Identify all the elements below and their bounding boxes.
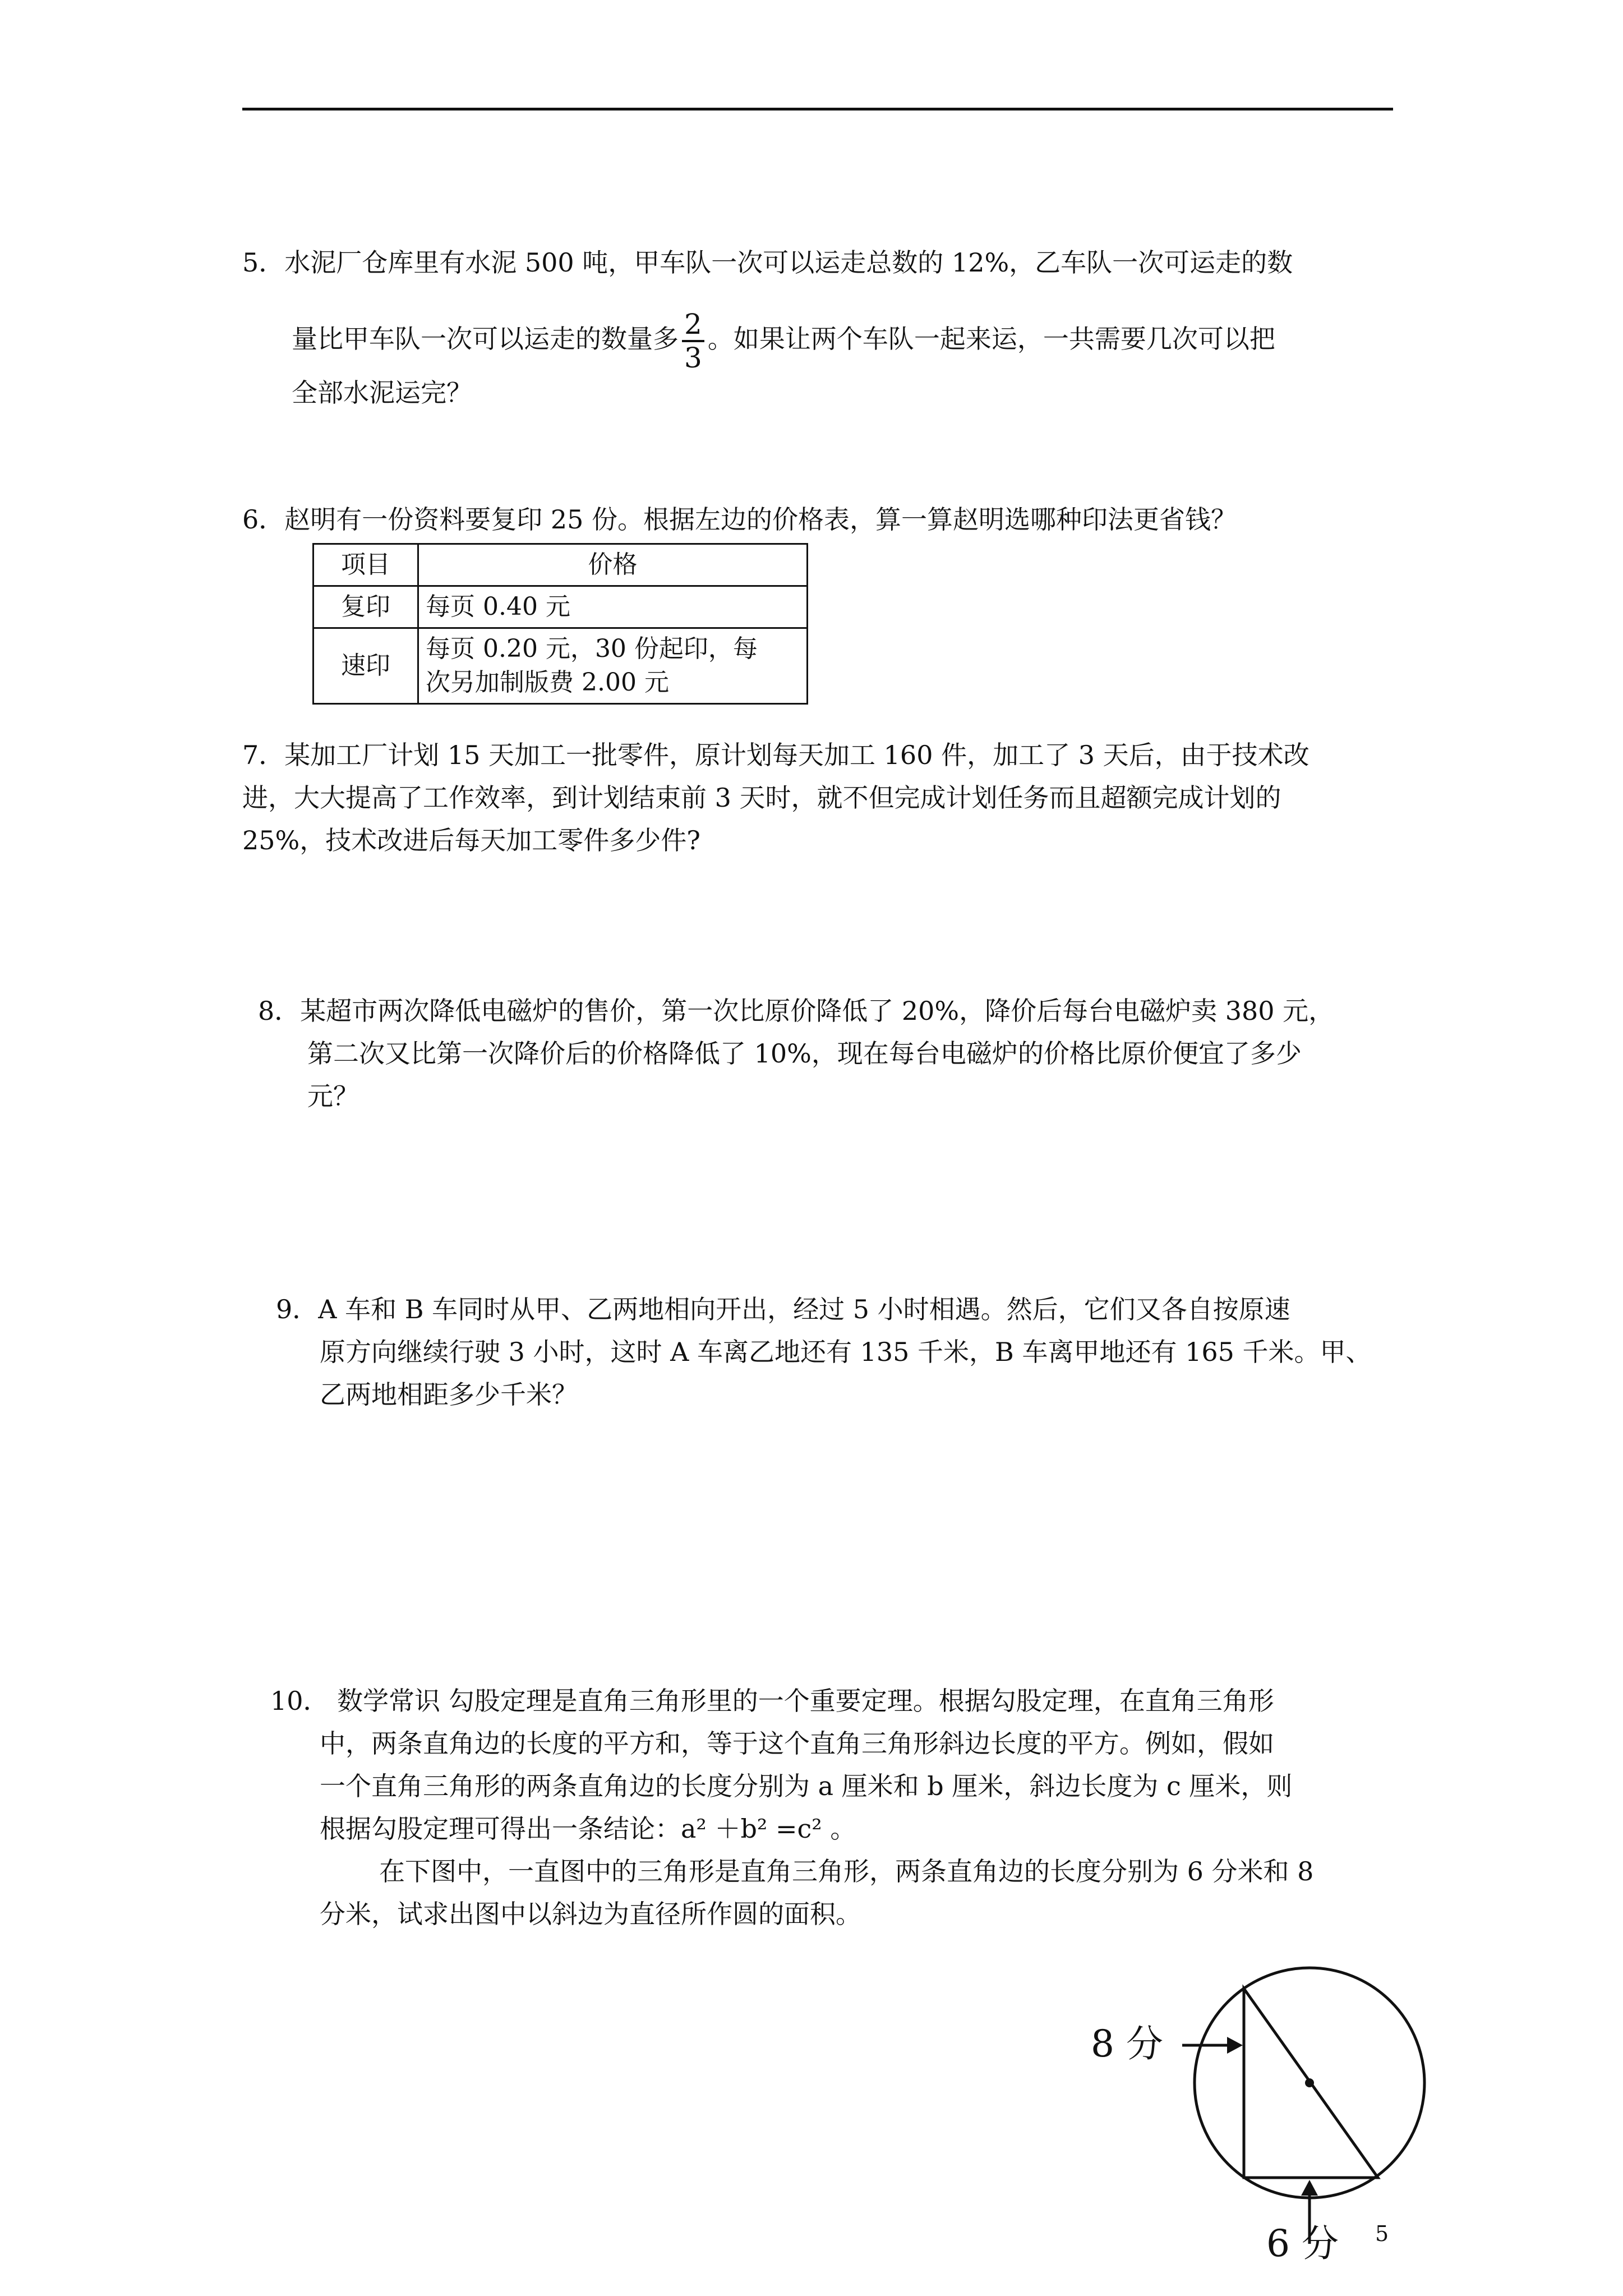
q9-line-1: 9．A 车和 B 车同时从甲、乙两地相向开出，经过 5 小时相遇。然后，它们又各自按原速	[276, 1294, 1290, 1324]
table-cell-price-speed-line-1: 每页 0.20 元，30 份起印，每	[426, 634, 758, 663]
fraction-denominator: 3	[682, 340, 704, 374]
q7-line-3: 25%，技术改进后每天加工零件多少件?	[242, 825, 700, 855]
q7-line-1: 7．某加工厂计划 15 天加工一批零件，原计划每天加工 160 件，加工了 3 天后，由于技术改	[242, 740, 1310, 770]
q10-line-2: 中，两条直角边的长度的平方和，等于这个直角三角形斜边长度的平方。例如，假如	[320, 1728, 1274, 1759]
label-6-fen: 6 分	[1266, 2222, 1339, 2265]
q8-line-3: 元？	[307, 1081, 359, 1111]
circle-center-dot	[1305, 2078, 1314, 2087]
q10-line-6: 分米，试求出图中以斜边为直径所作圆的面积。	[320, 1899, 861, 1929]
q5-line-2-after: 。如果让两个车队一起来运，一共需要几次可以把	[707, 324, 1275, 354]
q9-line-3: 乙两地相距多少千米？	[320, 1379, 578, 1410]
q10-line-5: 在下图中，一直图中的三角形是直角三角形，两条直角边的长度分别为 6 分米和 8	[379, 1856, 1314, 1887]
q10-line-3: 一个直角三角形的两条直角边的长度分别为 a 厘米和 b 厘米，斜边长度为 c 厘米，则	[320, 1771, 1293, 1801]
table-cell-price-speed-line-2: 次另加制版费 2.00 元	[426, 668, 669, 697]
q10-line-4: 根据勾股定理可得出一条结论：a² ＋b² =c² 。	[320, 1814, 856, 1844]
table-cell-price-copy: 每页 0.40 元	[418, 586, 808, 628]
q10-line-1: 10． 数学常识 勾股定理是直角三角形里的一个重要定理。根据勾股定理，在直角三角形	[270, 1686, 1274, 1716]
arrow-6-head	[1301, 2180, 1318, 2196]
q8-line-2: 第二次又比第一次降价后的价格降低了 10%，现在每台电磁炉的价格比原价便宜了多少	[307, 1038, 1302, 1069]
table-cell-item-speed: 速印	[313, 628, 418, 704]
table-header-item: 项目	[313, 544, 418, 586]
page-number: 5	[1375, 2221, 1389, 2246]
table-header-price: 价格	[418, 544, 808, 586]
q8-line-1: 8．某超市两次降低电磁炉的售价，第一次比原价降低了 20%，降价后每台电磁炉卖 380 元，	[258, 996, 1335, 1026]
q5-line-1: 5．水泥厂仓库里有水泥 500 吨，甲车队一次可以运走总数的 12%，乙车队一次可运走的数	[242, 247, 1293, 278]
arrow-8-head	[1227, 2037, 1243, 2054]
q9-line-2: 原方向继续行驶 3 小时，这时 A 车离乙地还有 135 千米，B 车离甲地还有 165 千米。甲、	[320, 1337, 1372, 1367]
q5-line-2-before: 量比甲车队一次可以运走的数量多	[292, 324, 679, 354]
q6-line-1: 6．赵明有一份资料要复印 25 份。根据左边的价格表，算一算赵明选哪种印法更省钱？	[242, 504, 1237, 535]
fraction-numerator: 2	[684, 308, 702, 341]
q5-line-3: 全部水泥运完？	[292, 378, 472, 408]
label-8-fen: 8 分	[1091, 2022, 1163, 2065]
table-cell-item-copy: 复印	[313, 586, 418, 628]
q7-line-2: 进，大大提高了工作效率，到计划结束前 3 天时，就不但完成计划任务而且超额完成计划的	[242, 783, 1281, 813]
